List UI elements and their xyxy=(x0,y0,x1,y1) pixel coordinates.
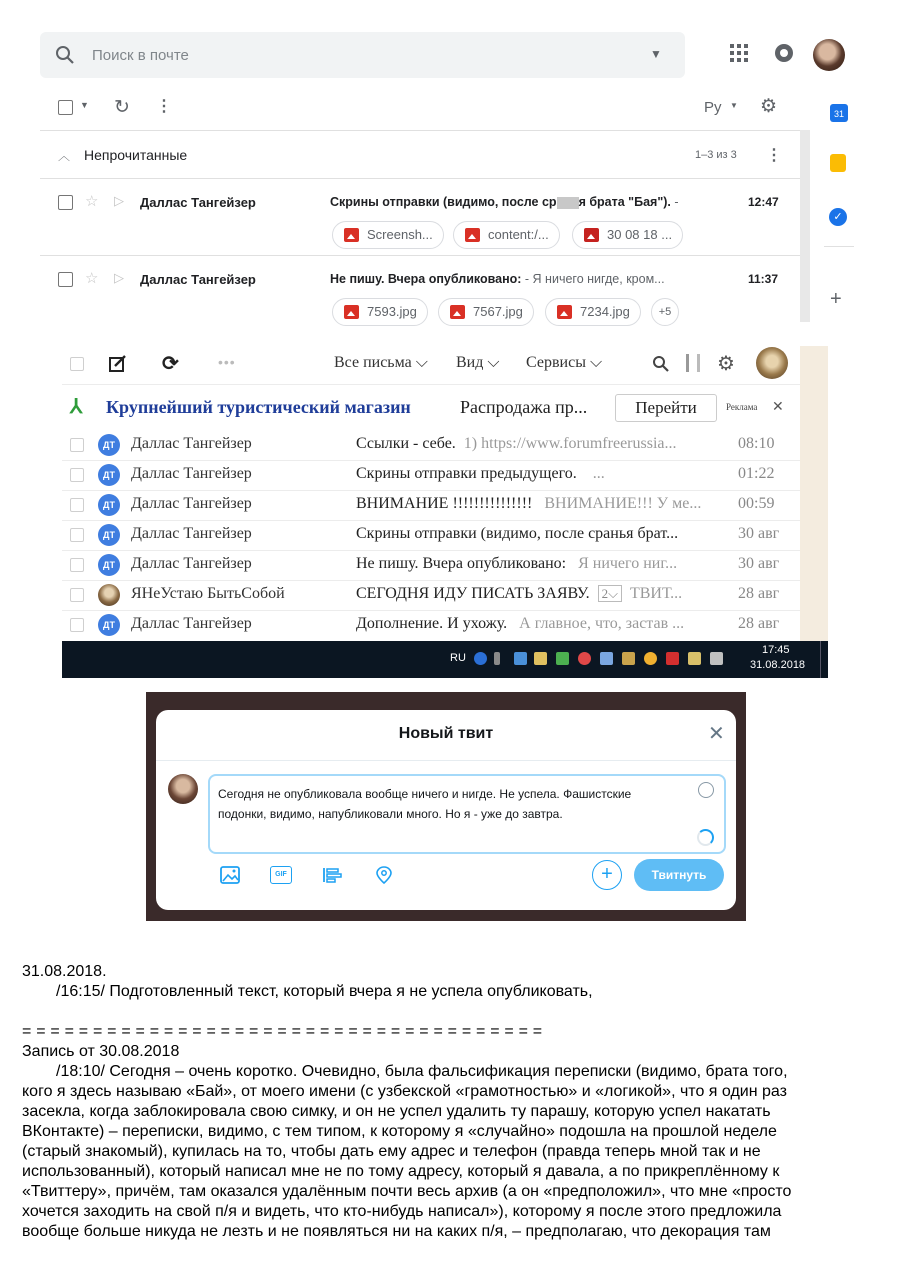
settings-gear-icon[interactable]: ⚙ xyxy=(760,96,778,117)
mail-subject: Ссылки - себе. 1) https://www.forumfreerussia... xyxy=(356,435,677,452)
attachment-chip[interactable]: 30 08 18 ... xyxy=(572,221,683,249)
mail-subject: ВНИМАНИЕ !!!!!!!!!!!!!!! ВНИМАНИЕ!!! У ме... xyxy=(356,495,702,512)
tweet-text[interactable]: Сегодня не опубликовала вообще ничего и нигде. Не успела. Фашистские подонки, видимо, напубликовали много. Но я - уже до завтра. xyxy=(218,787,632,821)
document-date: 31.08.2018. xyxy=(22,963,107,980)
row-checkbox[interactable] xyxy=(58,195,73,210)
email-time: 12:47 xyxy=(748,195,779,209)
mail-from: Даллас Тангейзер xyxy=(131,465,252,482)
attachment-chip[interactable]: content:/... xyxy=(453,221,560,249)
section-menu-icon[interactable]: ⋮ xyxy=(766,147,782,164)
ad-text: Распродажа пр... xyxy=(460,397,588,417)
row-checkbox[interactable] xyxy=(70,498,84,512)
gif-icon[interactable]: GIF xyxy=(270,866,292,884)
avatar: ДТ xyxy=(98,434,120,456)
new-tweet-dialog xyxy=(156,710,736,910)
mail-date: 08:10 xyxy=(738,435,775,452)
mail-date: 28 авг xyxy=(738,585,780,602)
attachment-chip[interactable]: 7593.jpg xyxy=(332,298,428,326)
mail-subject: Дополнение. И ухожу. А главное, что, застав ... xyxy=(356,615,685,632)
list-item[interactable] xyxy=(62,460,800,491)
mail-client-screenshot xyxy=(62,346,828,678)
email-row[interactable] xyxy=(40,179,800,256)
tray-icon[interactable] xyxy=(666,652,679,665)
email-sender: Даллас Тангейзер xyxy=(140,195,256,210)
mail-date: 01:22 xyxy=(738,465,775,482)
image-attachment-icon xyxy=(465,228,480,242)
language-dropdown-icon[interactable]: ▼ xyxy=(730,101,738,110)
more-icon[interactable]: ••• xyxy=(218,354,236,370)
location-icon[interactable] xyxy=(374,866,394,884)
mail-date: 30 авг xyxy=(738,555,780,572)
tray-icon[interactable] xyxy=(556,652,569,665)
language-indicator[interactable]: RU xyxy=(450,652,466,664)
document-line: /16:15/ Подготовленный текст, который вчера я не успела опубликовать, xyxy=(56,983,593,1000)
apps-grid-icon[interactable] xyxy=(730,44,748,62)
menu-all-mail[interactable]: Все письма ⌵ xyxy=(334,354,428,371)
select-all-checkbox[interactable] xyxy=(70,357,84,371)
tweet-textarea[interactable] xyxy=(208,774,726,854)
mail-toolbar xyxy=(62,346,800,385)
email-row[interactable] xyxy=(40,256,800,332)
image-attachment-icon xyxy=(344,228,359,242)
list-item[interactable] xyxy=(62,430,800,461)
ad-logo-icon: ⅄ xyxy=(70,396,83,418)
row-checkbox[interactable] xyxy=(70,528,84,542)
language-selector[interactable]: Ру xyxy=(704,99,722,116)
tweet-compose-screenshot xyxy=(146,692,746,921)
dialog-title: Новый твит xyxy=(398,725,494,742)
tray-icon[interactable] xyxy=(514,652,527,665)
image-upload-icon[interactable] xyxy=(220,866,240,884)
tray-icon[interactable] xyxy=(600,652,613,665)
row-checkbox[interactable] xyxy=(70,558,84,572)
calendar-icon[interactable]: 31 xyxy=(830,104,848,122)
account-avatar[interactable] xyxy=(756,347,788,379)
email-subject: Не пишу. Вчера опубликовано: - Я ничего нигде, кром... xyxy=(330,272,665,286)
paragraph-line: /18:10/ Сегодня – очень коротко. Очевидно, была фальсификация переписки (видимо, брата того, xyxy=(56,1063,788,1080)
row-checkbox[interactable] xyxy=(70,438,84,452)
mail-from: Даллас Тангейзер xyxy=(131,525,252,542)
scrollbar[interactable] xyxy=(800,130,810,322)
emoji-icon[interactable] xyxy=(698,782,714,798)
tray-icon[interactable] xyxy=(578,652,591,665)
image-attachment-icon xyxy=(450,305,465,319)
list-item[interactable] xyxy=(62,610,800,640)
collapse-chevron-icon[interactable]: ︿ xyxy=(58,149,71,163)
search-bar[interactable] xyxy=(40,32,685,78)
search-icon[interactable] xyxy=(652,355,670,373)
keep-icon[interactable] xyxy=(830,154,846,172)
ad-title[interactable]: Крупнейший туристический магазин xyxy=(106,397,411,417)
ad-banner[interactable] xyxy=(62,392,800,424)
side-divider xyxy=(824,246,854,247)
side-panel xyxy=(820,92,862,324)
unread-section-header[interactable] xyxy=(40,132,800,179)
avatar: ДТ xyxy=(98,524,120,546)
mail-from: Даллас Тангейзер xyxy=(131,555,252,572)
ad-go-button[interactable]: Перейти xyxy=(615,394,717,422)
ad-label: Реклама xyxy=(726,402,758,412)
mail-from: Даллас Тангейзер xyxy=(131,495,252,512)
volume-icon[interactable] xyxy=(710,652,723,665)
email-subject: Скрины отправки (видимо, после ср я брата "Бая"). - xyxy=(330,195,679,209)
mail-from: Даллас Тангейзер xyxy=(131,435,252,452)
tray-icon[interactable] xyxy=(534,652,547,665)
select-dropdown-icon[interactable]: ▼ xyxy=(80,100,89,110)
tray-icon[interactable] xyxy=(644,652,657,665)
mail-subject: СЕГОДНЯ ИДУ ПИСАТЬ ЗАЯВУ. 2⌵ ТВИТ... xyxy=(356,585,683,602)
image-attachment-icon xyxy=(557,305,572,319)
mail-subject: Скрины отправки предыдущего. ... xyxy=(356,465,605,482)
clock-time[interactable]: 17:45 xyxy=(762,644,790,656)
search-options-icon[interactable]: ▼ xyxy=(650,47,662,61)
image-attachment-icon xyxy=(344,305,359,319)
avatar: ДТ xyxy=(98,554,120,576)
mail-subject: Не пишу. Вчера опубликовано: Я ничего ниг... xyxy=(356,555,678,572)
separator: = = = = = = = = = = = = = = = = = = = = = = = = = = = = = = = = = = = = = xyxy=(22,1023,543,1040)
tray-icon[interactable] xyxy=(622,652,635,665)
gmail-toolbar xyxy=(40,90,800,131)
entry-title: Запись от 30.08.2018 xyxy=(22,1043,180,1060)
add-tweet-button[interactable]: + xyxy=(592,860,622,890)
attachment-chip[interactable]: 7567.jpg xyxy=(438,298,534,326)
close-icon[interactable]: ✕ xyxy=(708,723,725,745)
paragraph-line: вообще больше никуда не лезть и не появляться ни на каких п/я, – предполагаю, что декорация там xyxy=(22,1223,771,1240)
more-options-icon[interactable]: ⋮ xyxy=(156,98,172,115)
tray-icon[interactable] xyxy=(688,652,701,665)
avatar xyxy=(98,584,120,606)
account-avatar[interactable] xyxy=(813,39,845,71)
poll-icon[interactable] xyxy=(322,866,342,884)
paragraph-line: хочется заходить на свой п/я и видеть, что кто-нибудь написал»), которому я после этого предложила xyxy=(22,1203,782,1220)
select-all-checkbox[interactable] xyxy=(58,100,73,115)
tasks-icon[interactable]: ✓ xyxy=(829,208,847,226)
paragraph-line: кого я здесь называю «Бай», от моего имени (с узбекской «грамотностью» и «логикой», что я один раз xyxy=(22,1083,787,1100)
pdf-attachment-icon xyxy=(584,228,599,242)
character-counter-icon xyxy=(697,829,714,846)
list-item[interactable] xyxy=(62,550,800,581)
list-item[interactable] xyxy=(62,490,800,521)
paragraph-line: ВКонтакте) – переписки, видимо, с тем типом, к которому я «случайно» подошла на прошлой неделе xyxy=(22,1123,777,1140)
windows-taskbar xyxy=(62,641,828,678)
refresh-icon[interactable]: ↻ xyxy=(114,97,130,118)
search-input[interactable]: Поиск в почте xyxy=(92,47,189,64)
mail-from: ЯНеУстаю БытьСобой xyxy=(131,585,285,602)
search-icon xyxy=(54,44,76,66)
mail-subject: Скрины отправки (видимо, после сранья брат... xyxy=(356,525,679,542)
divider xyxy=(156,760,736,761)
avatar: ДТ xyxy=(98,464,120,486)
layout-toggle-icon[interactable] xyxy=(686,354,700,372)
list-item[interactable] xyxy=(62,580,800,611)
row-checkbox[interactable] xyxy=(70,588,84,602)
notifications-icon[interactable] xyxy=(775,44,793,62)
avatar xyxy=(168,774,198,804)
settings-gear-icon[interactable]: ⚙ xyxy=(717,353,735,375)
star-icon[interactable]: ☆ xyxy=(85,193,99,210)
importance-icon[interactable]: ▷ xyxy=(114,193,124,208)
paragraph-line: (старый знакомый), купилась на то, чтобы дать ему адрес и телефон (правда теперь мной так и не xyxy=(22,1143,761,1160)
tweet-button[interactable]: Твитнуть xyxy=(634,859,724,891)
row-checkbox[interactable] xyxy=(70,468,84,482)
mail-date: 28 авг xyxy=(738,615,780,632)
importance-icon[interactable]: ▷ xyxy=(114,270,124,285)
network-icon[interactable] xyxy=(494,652,500,665)
avatar: ДТ xyxy=(98,614,120,636)
mail-date: 00:59 xyxy=(738,495,775,512)
menu-services[interactable]: Сервисы ⌵ xyxy=(526,354,603,371)
email-time: 11:37 xyxy=(748,272,779,286)
paragraph-line: засекла, когда заблокировала свою симку, и он не успел удалить ту парашу, которую успел накатать xyxy=(22,1103,771,1120)
avatar: ДТ xyxy=(98,494,120,516)
show-desktop-divider[interactable] xyxy=(820,641,821,678)
email-sender: Даллас Тангейзер xyxy=(140,272,256,287)
mail-date: 30 авг xyxy=(738,525,780,542)
compose-icon[interactable] xyxy=(108,354,128,374)
thread-count-badge[interactable]: 2⌵ xyxy=(598,585,622,602)
attachment-chip[interactable]: 7234.jpg xyxy=(545,298,641,326)
menu-view[interactable]: Вид ⌵ xyxy=(456,354,500,371)
mail-list-panel xyxy=(62,346,800,641)
more-attachments-badge[interactable]: +5 xyxy=(651,298,679,326)
star-icon[interactable]: ☆ xyxy=(85,270,99,287)
attachment-chip[interactable]: Screensh... xyxy=(332,221,444,249)
refresh-icon[interactable]: ⟳ xyxy=(162,353,179,375)
row-checkbox[interactable] xyxy=(58,272,73,287)
ad-close-icon[interactable]: ✕ xyxy=(772,398,784,414)
clock-date[interactable]: 31.08.2018 xyxy=(750,659,806,671)
paragraph-line: использованный), который написал мне не по тому адресу, который я давала, а по прикреплённому к xyxy=(22,1163,780,1180)
list-item[interactable] xyxy=(62,520,800,551)
row-checkbox[interactable] xyxy=(70,618,84,632)
paragraph-line: «Твиттеру», причём, там оказался удалённым почти весь архив (а он «предположил», что мне «просто xyxy=(22,1183,792,1200)
gmail-screenshot xyxy=(40,28,862,324)
message-count: 1–3 из 3 xyxy=(695,149,737,161)
add-addon-icon[interactable]: + xyxy=(830,288,842,310)
mail-from: Даллас Тангейзер xyxy=(131,615,252,632)
help-icon[interactable] xyxy=(474,652,487,665)
section-title: Непрочитанные xyxy=(84,147,188,163)
